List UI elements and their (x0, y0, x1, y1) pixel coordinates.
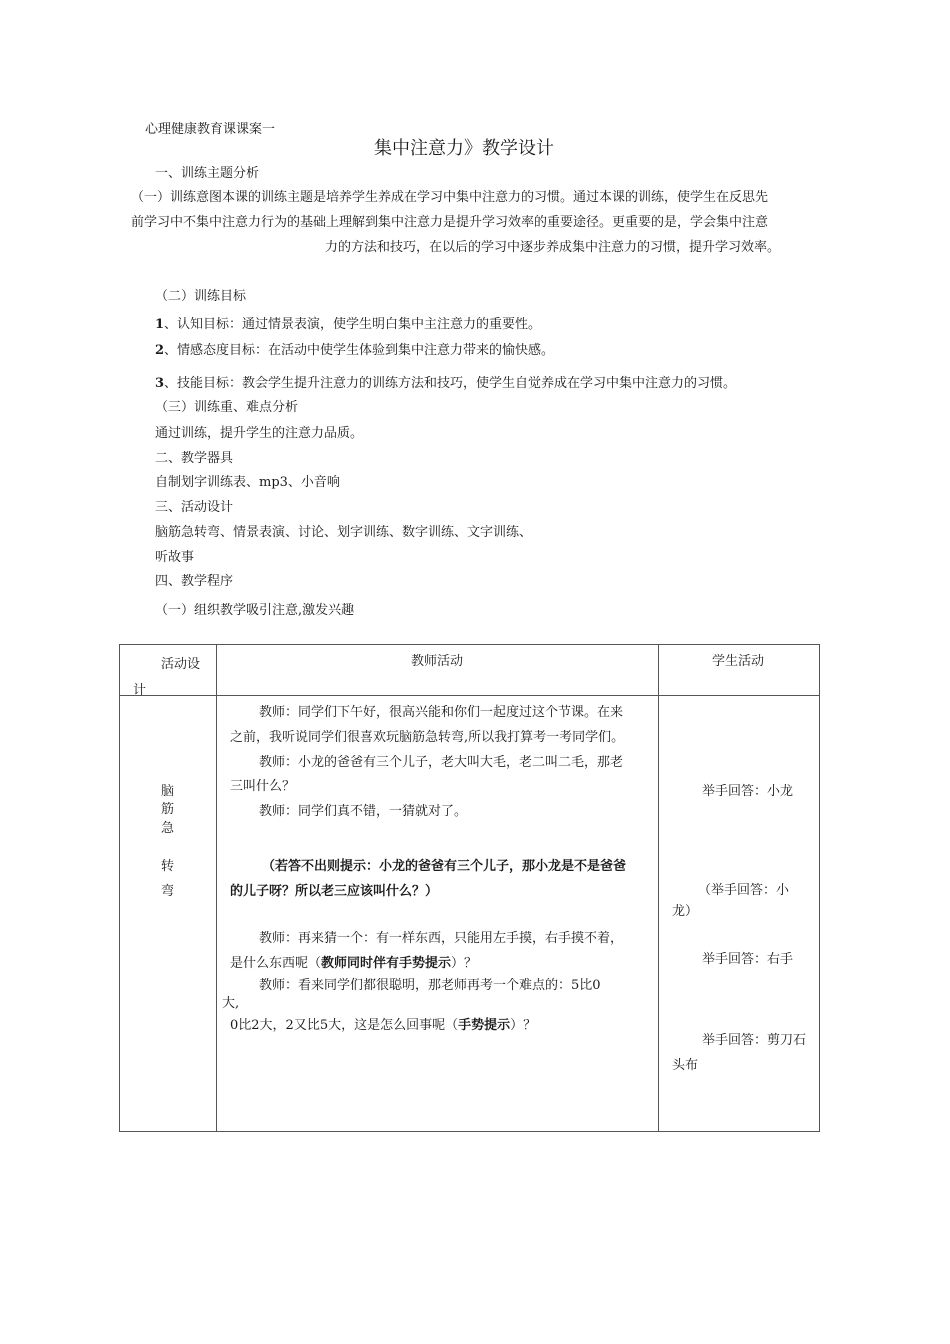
header-teacher-activity: 教师活动 (411, 654, 464, 669)
goal-3 (155, 375, 736, 393)
key-points-text: 通过训练，提升学生的注意力品质。 (155, 426, 364, 441)
teacher-p3: 教师：同学们真不错，一猜就对了。 (259, 804, 468, 819)
teacher-p4-line-2 (230, 955, 477, 973)
table-col-divider-2 (658, 644, 659, 1132)
goal-2-text: 、情感态度目标：在活动中使学生体验到集中注意力带来的愉快感。 (164, 343, 555, 358)
intro-line-3: 力的方法和技巧，在以后的学习中逐步养成集中注意力的习惯，提升学习效率。 (325, 240, 781, 255)
goal-3-number: 3 (155, 376, 165, 391)
activity-char-4: 转 (161, 859, 175, 874)
key-points-heading: （三）训练重、难点分析 (155, 400, 299, 415)
teacher-p5-line-3 (230, 1017, 536, 1035)
section-heading-procedure: 四、教学程序 (155, 574, 234, 589)
section-heading-equipment: 二、教学器具 (155, 451, 234, 466)
section-heading-activities: 三、活动设计 (155, 500, 234, 515)
teacher-p5-line-3a: 0比2大，2又比5大，这是怎么回事呢（ (230, 1018, 459, 1033)
teacher-p4-line-2a: 是什么东西呢（ (230, 956, 322, 971)
student-answer-2-line-1: （举手回答：小 (698, 883, 790, 898)
activity-char-1: 脑 (161, 784, 175, 799)
goal-2 (155, 342, 554, 360)
student-answer-3: 举手回答：右手 (702, 952, 794, 967)
teacher-p5-line-2: 大, (222, 996, 240, 1011)
teacher-p5-line-3c: ）？ (510, 1018, 537, 1033)
header-activity-line-2: 计 (133, 683, 147, 698)
table-border-right (819, 644, 820, 1132)
goal-1-text: 、认知目标：通过情景表演，使学生明白集中主注意力的重要性。 (164, 317, 542, 332)
course-label: 心理健康教育课课案一 (145, 122, 276, 137)
teacher-p4-line-2c: ）？ (451, 956, 478, 971)
teacher-p5-gesture-hint: 手势提示 (458, 1018, 511, 1033)
teacher-hint-line-1: （若答不出则提示：小龙的爸爸有三个儿子，那小龙是不是爸爸 (262, 859, 627, 874)
table-border-left (119, 644, 120, 1132)
header-student-activity: 学生活动 (712, 654, 765, 669)
activity-char-2: 筋 (161, 802, 175, 817)
student-answer-4-line-1: 举手回答：剪刀石 (702, 1033, 807, 1048)
page-title: 集中注意力》教学设计 (374, 138, 554, 159)
table-col-divider-1 (216, 644, 217, 1132)
equipment-text: 自制划字训练表、mp3、小音响 (155, 475, 340, 490)
table-border-bottom (119, 1131, 820, 1132)
intro-line-2: 前学习中不集中注意力行为的基础上理解到集中注意力是提升学习效率的重要途径。更重要的是，学会集中注意 (131, 215, 769, 230)
teacher-p4-gesture-hint: 教师同时伴有手势提示 (321, 956, 452, 971)
intro-line-1: （一）训练意图本课的训练主题是培养学生养成在学习中集中注意力的习惯。通过本课的训练，使学生在反思先 (131, 190, 769, 205)
activity-char-5: 弯 (161, 884, 175, 899)
goals-heading: （二）训练目标 (155, 289, 247, 304)
teacher-p2-line-1: 教师：小龙的爸爸有三个儿子，老大叫大毛，老二叫二毛，那老 (259, 755, 624, 770)
header-activity-line-1: 活动设 (161, 657, 201, 672)
teacher-p1-line-1: 教师：同学们下午好，很高兴能和你们一起度过这个节课。在来 (259, 705, 624, 720)
goal-3-text: 、技能目标：教会学生提升注意力的训练方法和技巧，使学生自觉养成在学习中集中注意力的习惯。 (164, 376, 737, 391)
table-border-top (119, 644, 820, 645)
activities-text-1: 脑筋急转弯、情景表演、讨论、划字训练、数字训练、文字训练、 (155, 525, 533, 540)
table-header-divider (119, 695, 820, 696)
teacher-p2-line-2: 三叫什么？ (230, 779, 296, 794)
activity-char-3: 急 (161, 821, 175, 836)
section-heading-analysis: 一、训练主题分析 (155, 166, 260, 181)
teacher-p5-line-1: 教师：看来同学们都很聪明，那老师再考一个难点的：5比0 (259, 978, 601, 993)
goal-2-number: 2 (155, 343, 165, 358)
teacher-hint-line-2: 的儿子呀？所以老三应该叫什么？） (230, 884, 439, 899)
procedure-subheading: （一）组织教学吸引注意,激发兴趣 (155, 603, 355, 618)
student-answer-1: 举手回答：小龙 (702, 784, 794, 799)
student-answer-2-line-2: 龙） (672, 904, 699, 919)
goal-1-number: 1 (155, 317, 165, 332)
teacher-p4-line-1: 教师：再来猜一个：有一样东西，只能用左手摸，右手摸不着， (259, 931, 624, 946)
activities-text-2: 听故事 (155, 550, 195, 565)
goal-1 (155, 316, 541, 334)
teacher-p1-line-2: 之前，我听说同学们很喜欢玩脑筋急转弯,所以我打算考一考同学们。 (230, 730, 625, 745)
student-answer-4-line-2: 头布 (672, 1058, 699, 1073)
